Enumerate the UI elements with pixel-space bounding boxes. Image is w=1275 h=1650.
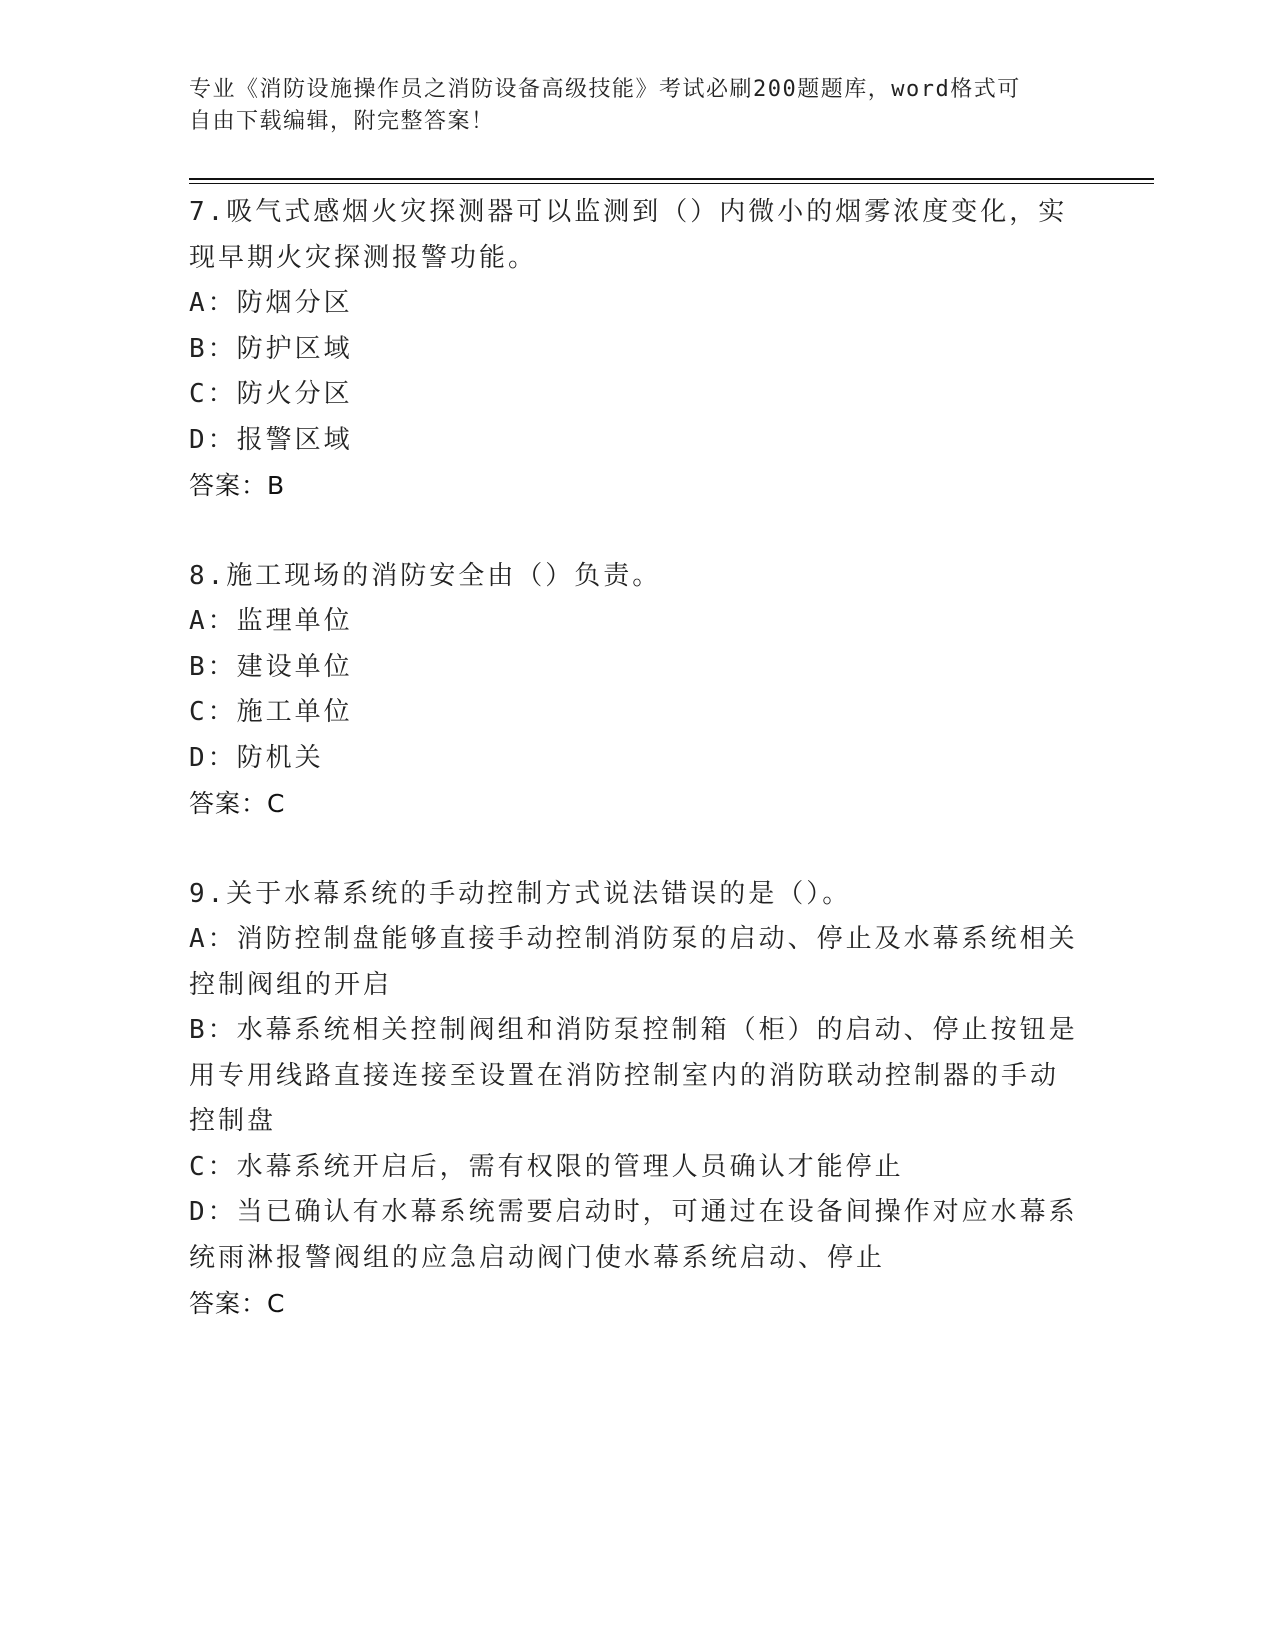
- question-stem-line: 9.关于水幕系统的手动控制方式说法错误的是（）。: [189, 878, 852, 909]
- option-d: D：报警区域: [189, 424, 353, 455]
- option-b: B：建设单位: [189, 651, 353, 682]
- answer-line: 答案：B: [189, 471, 286, 500]
- question-stem-line: 7.吸气式感烟火灾探测器可以监测到（）内微小的烟雾浓度变化，实: [189, 197, 1068, 227]
- answer-line: 答案：C: [189, 1289, 286, 1318]
- option-b: B：防护区域: [189, 333, 353, 364]
- option-b-continued: 控制盘: [189, 1106, 277, 1136]
- option-a-continued: 控制阀组的开启: [189, 969, 393, 1000]
- header-divider-thick: [189, 178, 1154, 180]
- header-divider-thin: [189, 183, 1154, 184]
- question-8: [189, 554, 1089, 827]
- option-c: C：防火分区: [189, 379, 353, 409]
- option-a: A：监理单位: [189, 606, 353, 636]
- question-list: [189, 190, 1089, 1327]
- option-d: D：当已确认有水幕系统需要启动时，可通过在设备间操作对应水幕系: [189, 1197, 1078, 1227]
- header-line-2: 自由下载编辑，附完整答案！: [189, 109, 495, 134]
- option-b-continued: 用专用线路直接连接至设置在消防控制室内的消防联动控制器的手动: [189, 1060, 1060, 1091]
- option-a: A：消防控制盘能够直接手动控制消防泵的启动、停止及水幕系统相关: [189, 924, 1078, 954]
- question-spacer: [189, 827, 1089, 872]
- option-c: C：施工单位: [189, 697, 353, 727]
- answer-line: 答案：C: [189, 789, 286, 818]
- document-header: [189, 74, 1089, 138]
- question-stem-line: 8.施工现场的消防安全由（）负责。: [189, 560, 662, 591]
- question-stem-line: 现早期火灾探测报警功能。: [189, 242, 538, 273]
- option-b: B：水幕系统相关控制阀组和消防泵控制箱（柜）的启动、停止按钮是: [189, 1015, 1078, 1045]
- option-d: D：防机关: [189, 742, 324, 773]
- header-line-1: 专业《消防设施操作员之消防设备高级技能》考试必刷200题题库，word格式可: [189, 77, 1021, 102]
- question-7: [189, 190, 1089, 509]
- question-spacer: [189, 509, 1089, 554]
- question-9: [189, 872, 1089, 1327]
- option-c: C：水幕系统开启后，需有权限的管理人员确认才能停止: [189, 1151, 904, 1182]
- option-d-continued: 统雨淋报警阀组的应急启动阀门使水幕系统启动、停止: [189, 1242, 886, 1273]
- option-a: A：防烟分区: [189, 288, 353, 318]
